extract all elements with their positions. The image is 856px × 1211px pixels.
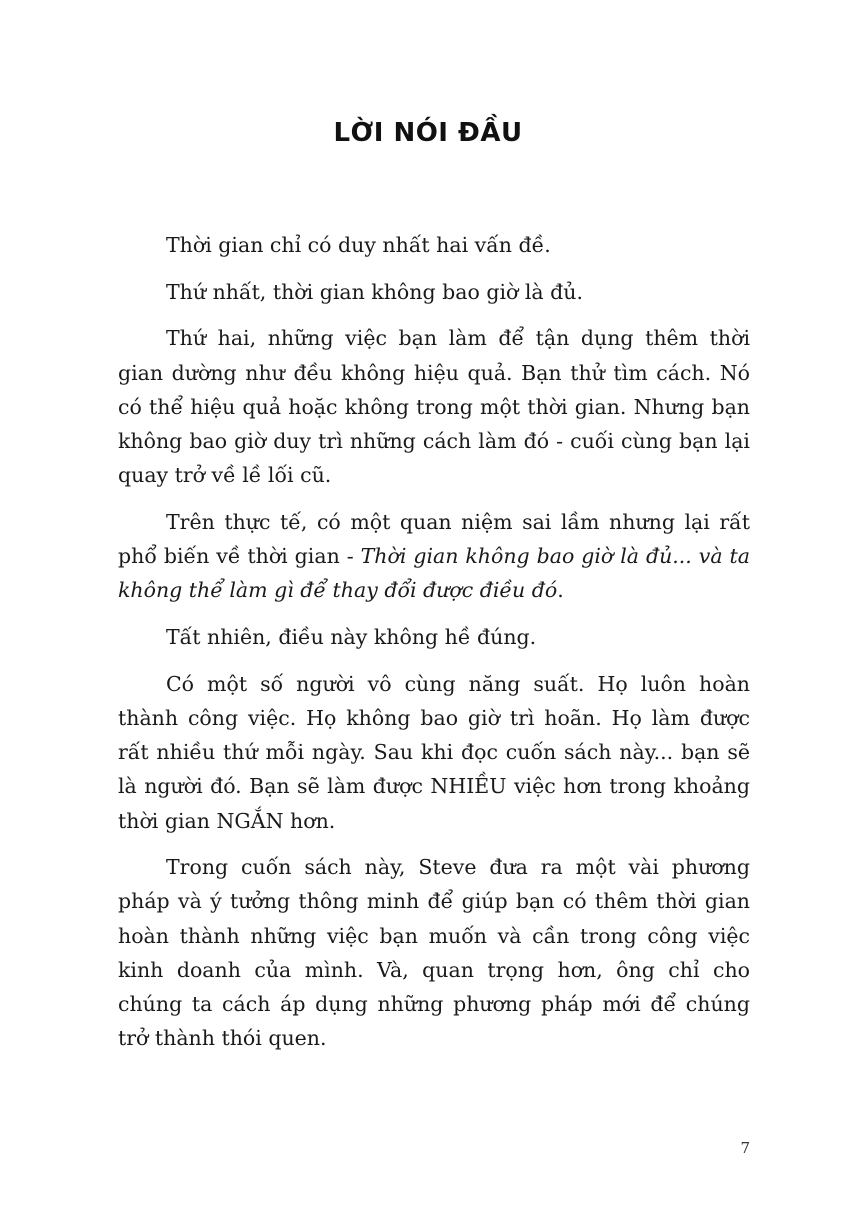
paragraph-4-end: .: [557, 578, 564, 603]
paragraph-2: Thứ nhất, thời gian không bao giờ là đủ.: [166, 279, 583, 304]
page-number: 7: [740, 1139, 750, 1157]
paragraph-4-italic: Thời gian không bao giờ là đủ... và ta không thể làm gì để thay đổi được điều đó: [118, 544, 750, 603]
paragraph-4: [118, 505, 750, 608]
body-text: [118, 228, 750, 1068]
paragraph-6: Có một số người vô cùng năng suất. Họ luôn hoàn thành công việc. Họ không bao giờ trì hoãn. Họ làm được rất nhiều thứ mỗi ngày. Sau khi đọc cuốn sách này... bạn sẽ là người đó. Bạn sẽ làm được NHIỀU việc hơn trong khoảng thời gian NGẮN hơn.: [118, 671, 750, 833]
paragraph-5: Tất nhiên, điều này không hề đúng.: [166, 625, 537, 650]
paragraph-3: Thứ hai, những việc bạn làm để tận dụng thêm thời gian dường như đều không hiệu quả. Bạn thử tìm cách. Nó có thể hiệu quả hoặc không trong một thời gian. Nhưng bạn không bao giờ duy trì những cách làm đó - cuối cùng bạn lại quay trở về lề lối cũ.: [118, 326, 750, 488]
chapter-heading: LỜI NÓI ĐẦU: [333, 118, 523, 148]
paragraph-7: Trong cuốn sách này, Steve đưa ra một vài phương pháp và ý tưởng thông minh để giúp bạn có thêm thời gian hoàn thành những việc bạn muốn và cần trong công việc kinh doanh của mình. Và, quan trọng hơn, ông chỉ cho chúng ta cách áp dụng những phương pháp mới để chúng trở thành thói quen.: [118, 855, 750, 1051]
paragraph-1: Thời gian chỉ có duy nhất hai vấn đề.: [166, 233, 551, 257]
paragraph-4-text: Trên thực tế, có một quan niệm sai lầm nhưng lại rất phổ biến về thời gian -: [118, 509, 750, 569]
